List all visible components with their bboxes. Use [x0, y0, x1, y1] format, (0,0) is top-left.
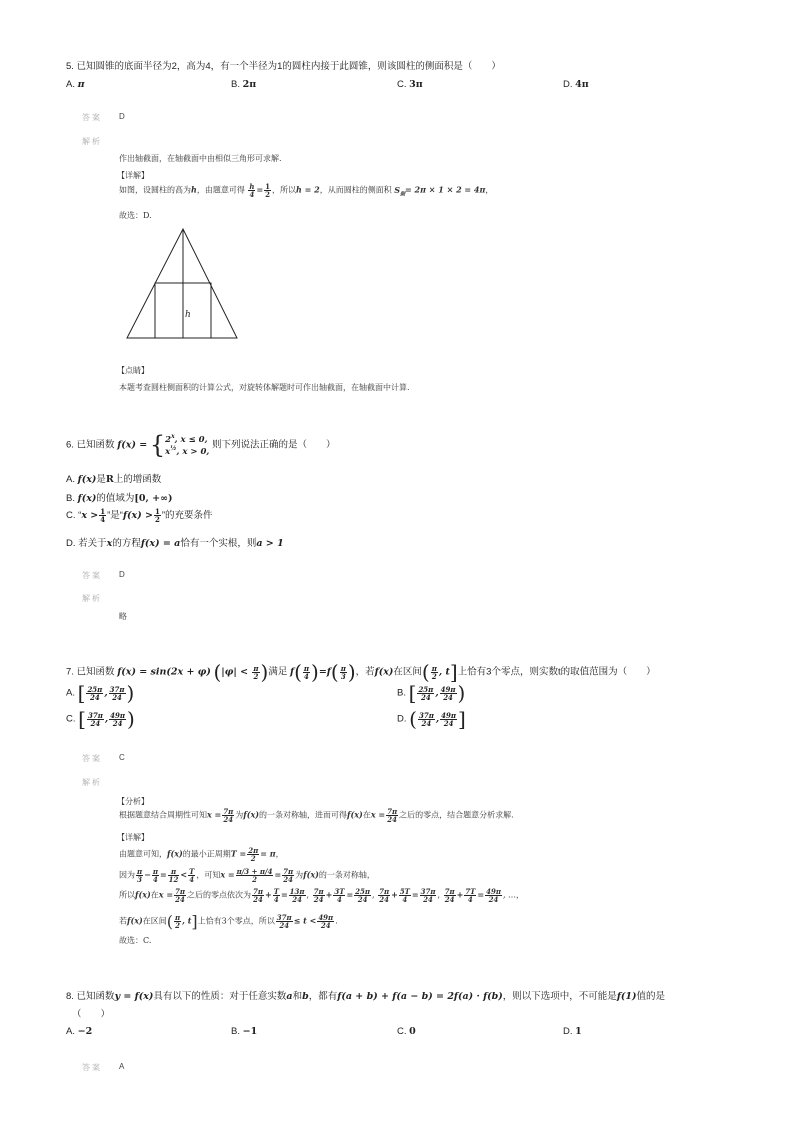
text: 值的是 — [636, 991, 666, 1002]
option-letter: C. — [397, 79, 407, 90]
q6-answer: D — [119, 570, 125, 579]
math: R — [105, 474, 114, 485]
q7-detail-heading: 【详解】 — [117, 833, 149, 842]
math: f(x) = a — [140, 538, 181, 549]
text: 之后的零点，结合题意分析求解. — [399, 810, 514, 820]
answer-label: 答案 — [82, 754, 102, 763]
option-letter: B. — [231, 1026, 240, 1037]
text: 的方程 — [112, 538, 141, 549]
q8-option-c[interactable] — [397, 1026, 416, 1037]
q5-option-d[interactable] — [563, 79, 589, 90]
brace: { — [149, 431, 166, 459]
text: ，所以 — [272, 185, 297, 195]
q7-detail-line4: 若f(x)在区间( $\frac{\pi}{2}$ , t]上恰有3个零点，所以 $\frac{37\pi}{24}$ ≤ t < $\frac{49\pi}{24}$ . — [119, 912, 338, 931]
text: 恰有一个实根，则 — [180, 538, 257, 549]
math: a > 1 — [256, 538, 284, 549]
option-letter: D. — [563, 1026, 573, 1037]
fraction-pi-over-2: $\frac{\pi}{2}$ — [253, 663, 259, 681]
text: ，从而圆柱的侧面积 — [319, 185, 392, 195]
q5-stem: 5. 已知圆锥的底面半径为2，高为4，有一个半径为1的圆柱内接于此圆锥，则该圆柱的侧面积是（ ） — [66, 61, 501, 72]
q5-analysis-line2: 如图，设圆柱的高为h，由题意可得 $\frac{h}{4}$ = $\frac{1}{2}$ ，所以h = 2，从而圆柱的侧面积 $S_側= 2\pi \times 1 \times 2 = 4\pi$， — [119, 182, 494, 199]
q5-answer: D — [119, 112, 125, 121]
option-value: π — [77, 79, 85, 90]
text: 所以 — [119, 890, 135, 900]
piecewise-definition: 2$^x$, x ≤ 0, $x^{\frac{1}{2}}$, x > 0, — [165, 432, 210, 457]
cone-cylinder-diagram — [124, 226, 240, 342]
option-value: 2π — [242, 79, 257, 90]
text: 是 — [96, 474, 106, 485]
text: 若 — [119, 916, 127, 926]
q8-option-d[interactable] — [563, 1026, 582, 1037]
text: 具有以下的性质：对于任意实数 — [153, 991, 287, 1002]
q8-stem-cont: （ ） — [72, 1009, 111, 1020]
text: 上恰有3个零点，则实数t的取值范围为（ ） — [457, 666, 656, 678]
text: 的一条对称轴， — [318, 870, 375, 880]
q8-answer: A — [119, 1062, 125, 1071]
option-letter: B. — [231, 79, 240, 90]
math-fx: f(x) = — [117, 439, 148, 451]
analysis-label: 解析 — [82, 594, 102, 603]
q7-detail-line1: 由题意可知，f(x)的最小正周期T = $\frac{2\pi}{2}$ = π， — [119, 846, 284, 863]
q7-analysis-heading: 【分析】 — [117, 797, 149, 806]
math-s-lateral: $S_側$ — [394, 184, 406, 198]
option-value: −2 — [77, 1026, 93, 1037]
fraction-one-half: $\frac{1}{2}$ — [265, 182, 271, 199]
answer-label: 答案 — [82, 571, 102, 580]
text: ，可知 — [196, 870, 221, 880]
text: 和 — [292, 991, 303, 1002]
q7-analysis-line1: 根据题意结合周期性可知x = $\frac{7\pi}{24}$ 为f(x)的一条对称轴，进而可得f(x)在x = $\frac{7\pi}{24}$ 之后的零点，结合题意分析求解. — [119, 807, 514, 824]
option-letter: C. — [66, 510, 76, 521]
option-letter: D. — [66, 538, 76, 549]
q7-option-a[interactable]: A. [ $\frac{25\pi}{24}$ , $\frac{37\pi}{24}$ ) — [66, 681, 135, 705]
text: ，由题意可得 — [196, 185, 245, 195]
q7-stem: 7. 已知函数 f(x) = sin(2x + φ) (|φ| < $\frac{\pi}{2}$ )满足 f( $\frac{\pi}{4}$ )=f( $\frac{\pi}{3}$ )，若f(x)在区间( $\frac{\pi}{2}$ , t]上恰有3个零点，则实数t的取值范围为（ ） — [66, 660, 656, 684]
option-value: 4π — [575, 79, 589, 90]
text: 的最小正周期 — [182, 849, 231, 859]
option-letter: A. — [66, 1026, 75, 1037]
option-value: 3π — [409, 79, 423, 90]
text: ”的充要条件 — [161, 510, 213, 521]
q6-stem — [66, 431, 336, 459]
text: 在区间 — [142, 916, 167, 926]
math: f(x) — [77, 493, 97, 504]
q7-option-b[interactable]: B. [ $\frac{25\pi}{24}$ , $\frac{49\pi}{24}$ ) — [397, 681, 466, 705]
text: 为 — [295, 870, 304, 880]
math-h: h — [191, 184, 197, 195]
fraction-h-over-4: $\frac{h}{4}$ — [249, 182, 255, 199]
option-value: 0 — [409, 1026, 416, 1037]
math-area: = 2π × 1 × 2 = 4π — [405, 184, 486, 195]
option-letter: A. — [66, 79, 75, 90]
text: 8. 已知函数 — [66, 991, 115, 1002]
text: ，都有 — [308, 991, 338, 1002]
text: 如图，设圆柱的高为 — [119, 185, 191, 195]
q8-option-b[interactable] — [231, 1026, 257, 1037]
text: 在 — [150, 890, 159, 900]
q7-option-d[interactable]: D. ( $\frac{37\pi}{24}$ , $\frac{49\pi}{24}$ ] — [397, 707, 466, 731]
option-value: 1 — [575, 1026, 582, 1037]
text: 在 — [362, 810, 371, 820]
math: x — [106, 538, 113, 549]
math: f(x) — [77, 474, 97, 485]
fraction-one-half: $\frac{1}{2}$ — [154, 506, 160, 524]
analysis-label: 解析 — [82, 778, 102, 787]
math-f-definition: f(x) = sin(2x + φ) — [117, 666, 211, 678]
option-letter: C. — [397, 1026, 407, 1037]
math: x > — [81, 510, 99, 521]
q7-option-c[interactable]: C. [ $\frac{37\pi}{24}$ , $\frac{49\pi}{24}$ ) — [66, 707, 135, 731]
q7-detail-line2: 因为 $\frac{\pi}{3}$ − $\frac{\pi}{4}$ = $\frac{\pi}{12}$ < $\frac{T}{4}$ ，可知x = $\frac{\pi/3 + \pi/4}{2}$ = $\frac{7\pi}{24}$ 为f(x)的一条对称轴， — [119, 867, 375, 884]
text: 在区间 — [393, 666, 422, 678]
text: 根据题意结合周期性可知 — [119, 810, 207, 820]
option-value: −1 — [242, 1026, 258, 1037]
q6-analysis: 略 — [119, 612, 127, 621]
q5-analysis-line3: 故选：D. — [119, 211, 152, 220]
q5-option-c[interactable] — [397, 79, 423, 90]
answer-label: 答案 — [82, 113, 102, 122]
analysis-label: 解析 — [82, 137, 102, 146]
text: 的一条对称轴，进而可得 — [259, 810, 348, 820]
q7-detail-line5: 故选：C. — [119, 936, 152, 945]
option-letter: D. — [563, 79, 573, 90]
q5-analysis-line1: 作出轴截面，在轴截面中由相似三角形可求解. — [119, 154, 282, 163]
text: 上的增函数 — [113, 474, 162, 485]
fraction-one-quarter: $\frac{1}{4}$ — [100, 506, 106, 524]
q5-option-a[interactable] — [66, 79, 85, 90]
text: 7. 已知函数 — [66, 666, 115, 678]
q5-point-heading: 【点睛】 — [117, 366, 149, 375]
text: 由题意可知， — [119, 849, 167, 859]
text: 为 — [235, 810, 244, 820]
math: f(x) > — [122, 510, 153, 521]
q6-option-a[interactable] — [66, 471, 161, 485]
q8-option-a[interactable] — [66, 1026, 92, 1037]
height-label: h — [185, 310, 191, 320]
text: 的值域为 — [96, 493, 135, 504]
math-h-eq: h = 2 — [296, 184, 320, 195]
q6-option-c[interactable] — [66, 507, 213, 523]
q5-option-b[interactable] — [231, 79, 256, 90]
q8-stem: 8. 已知函数y = f(x)具有以下的性质：对于任意实数a和b，都有f(a + b) + f(a − b) = 2f(a) · f(b)，则以下选项中，不可能是f(1)值的是 — [66, 991, 666, 1002]
q6-option-d[interactable] — [66, 535, 284, 549]
math: [0, +∞) — [134, 493, 173, 504]
q7-answer: C — [119, 753, 125, 762]
text: 之后的零点依次为 — [187, 890, 252, 900]
option-letter: B. — [66, 493, 75, 504]
text: ”是“ — [107, 510, 123, 521]
q5-point-text: 本题考查圆柱侧面积的计算公式，对旋转体解题时可作出轴截面，在轴截面中计算. — [119, 383, 410, 392]
text: 满足 — [268, 666, 288, 678]
q6-option-b[interactable] — [66, 490, 172, 504]
q5-detail-heading: 【详解】 — [117, 171, 149, 180]
text: ，若 — [355, 666, 375, 678]
text: ，则以下选项中，不可能是 — [502, 991, 617, 1002]
answer-label: 答案 — [82, 1063, 102, 1072]
text: 若关于 — [78, 538, 107, 549]
text: “ — [78, 510, 82, 521]
text: 6. 已知函数 — [66, 439, 115, 451]
q7-detail-line3: 所以f(x)在x = $\frac{7\pi}{24}$ 之后的零点依次为 $\frac{7\pi}{24}$ + $\frac{T}{4}$ = $\frac{13\pi}{24}$ , $\frac{7\pi}{24}$ + $\frac{3T}{4}$ = $\frac{25\pi}{24}$ , $\frac{7\pi}{24}$ + $\frac{5T}{4}$ = $\frac{37\pi}{24}$ , $\frac{7\pi}{24}$ + $\frac{7T}{4}$ = $\frac{49\pi}{24}$ , …， — [119, 887, 525, 904]
text: 则下列说法正确的是（ ） — [212, 439, 336, 451]
text: 因为 — [119, 870, 135, 880]
text: 上恰有3个零点，所以 — [197, 916, 275, 926]
option-letter: A. — [66, 474, 75, 485]
